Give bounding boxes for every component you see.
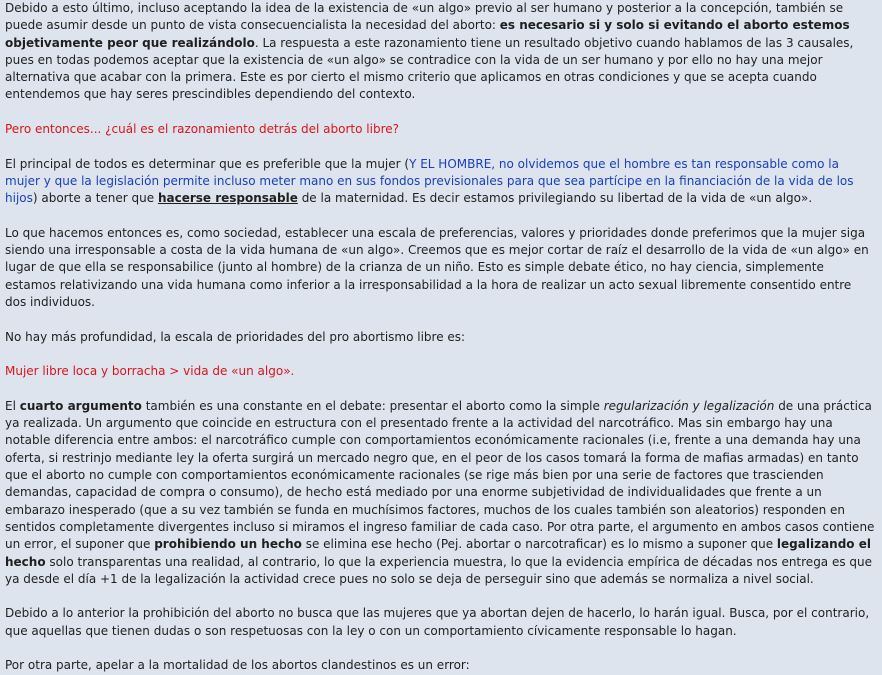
paragraph-fourth-argument [5, 398, 876, 588]
italic-phrase: regularización y legalización [603, 398, 775, 413]
text-run: también es una constante en el debate: presentar el aborto como la simple [141, 398, 604, 413]
bold-phrase: cuarto argumento [19, 398, 142, 413]
paragraph-society-scale: Lo que hacemos entonces es, como sociedad, establecer una escala de preferencias, valores y prioridades donde preferimos que la mujer siga siendo una irresponsable a costa de la vida humana de «un algo». Creemos que es mejor cortar de raíz el desarrollo de la vida de «un algo» en lugar de que ella se responsabilice (junto al hombre) de la crianza de un niño. Esto es simple debate ético, no hay ciencia, simplemente estamos relativizando una vida humana como inferior a la irresponsabilidad a la hora de realizar un acto sexual libremente consentido entre dos individuos. [5, 225, 869, 310]
text-run: El [5, 398, 20, 413]
text-run: Debido a esto último, incluso aceptando la idea de la existencia de «un algo» previo al ser humano y posterior a la concepción, también se puede asumir desde un punto de vista consecuencialista la necesidad del aborto: [5, 1, 844, 33]
text-run: solo transparentas una realidad, al contrario, lo que la experiencia muestra, lo que la evidencia empírica de décadas nos entrega es que ya desde el día +1 de la legalización la actividad crece pues no solo se deja de perseguir sino que además se normaliza a nivel social. [5, 554, 873, 586]
text-run: El principal de todos es determinar que es preferible que la mujer ( [5, 156, 410, 171]
text-run: . La respuesta a este razonamiento tiene un resultado objetivo cuando hablamos de las 3 causales, pues en todas podemos aceptar que la existencia de «un algo» se contradice con la vida de un ser humano y por ello no hay una mejor alternativa que acabar con la primera. Este es por cierto el mismo criterio que aplicamos en otras condiciones y que se acepta cuando entendemos que hay seres prescindibles dependiendo del contexto. [5, 35, 854, 102]
paragraph-consequentialist [5, 0, 876, 104]
priority-scale-line: Mujer libre loca y borracha > vida de «un algo». [5, 364, 295, 379]
text-run: se elimina ese hecho (Pej. abortar o narcotraficar) es lo mismo a suponer que [301, 537, 777, 552]
text-run: de la maternidad. Es decir estamos privilegiando su libertad de la vida de «un algo». [297, 191, 813, 206]
paragraph-main-reason [5, 156, 876, 208]
text-run: ) aborte a tener que [32, 191, 158, 206]
question-heading: Pero entonces... ¿cuál es el razonamiento detrás del aborto libre? [5, 122, 399, 137]
bold-phrase: legalizando el hecho [5, 537, 871, 569]
bold-phrase: prohibiendo un hecho [154, 537, 302, 552]
paragraph-prohibition: Debido a lo anterior la prohibición del aborto no busca que las mujeres que ya abortan dejen de hacerlo, lo harán igual. Busca, por el contrario, que aquellas que tienen dudas o son respetuosas con la ley o con un comportamiento cívicamente responsable lo hagan. [5, 606, 870, 638]
paragraph-priorities: No hay más profundidad, la escala de prioridades del pro abortismo libre es: [5, 329, 466, 344]
blue-aside: Y EL HOMBRE, no olvidemos que el hombre es tan responsable como la mujer y que la legislación permite incluso meter mano en sus fondos previsionales para que sea partícipe en la financiación de la vida de los hijos [5, 156, 854, 206]
text-run: de una práctica ya realizada. Un argumento que coincide en estructura con el presentado frente a la actividad del narcotráfico. Mas sin embargo hay una notable diferencia entre ambos: el narcotráfico cumple con comportamientos económicamente racionales (i.e, frente a una demanda hay una oferta, si restrinjo mediante ley la oferta surgirá un mercado negro que, en el peor de los casos tomará la forma de mafias armadas) en tanto que el aborto no cumple con comportamientos económicamente racionales (se rige más bien por una serie de factores que trascienden demandas, capacidad de compra o consumo), de hecho está mediado por una enorme subjetividad de individualidades que frente a un embarazo inesperado (que a su vez también se funda en muchísimos factores, muchos de los cuales también son aleatorios) responden en sentidos completamente divergentes incluso si miramos el ingreso familiar de cada caso. Por otra parte, el argumento en ambos casos contiene un error, el suponer que [5, 398, 875, 552]
bold-thesis: es necesario si y solo si evitando el aborto estemos objetivamente peor que realizándolo [5, 18, 850, 50]
underlined-phrase: hacerse responsable [157, 191, 298, 206]
paragraph-mortality: Por otra parte, apelar a la mortalidad de los abortos clandestinos es un error: [5, 658, 470, 673]
